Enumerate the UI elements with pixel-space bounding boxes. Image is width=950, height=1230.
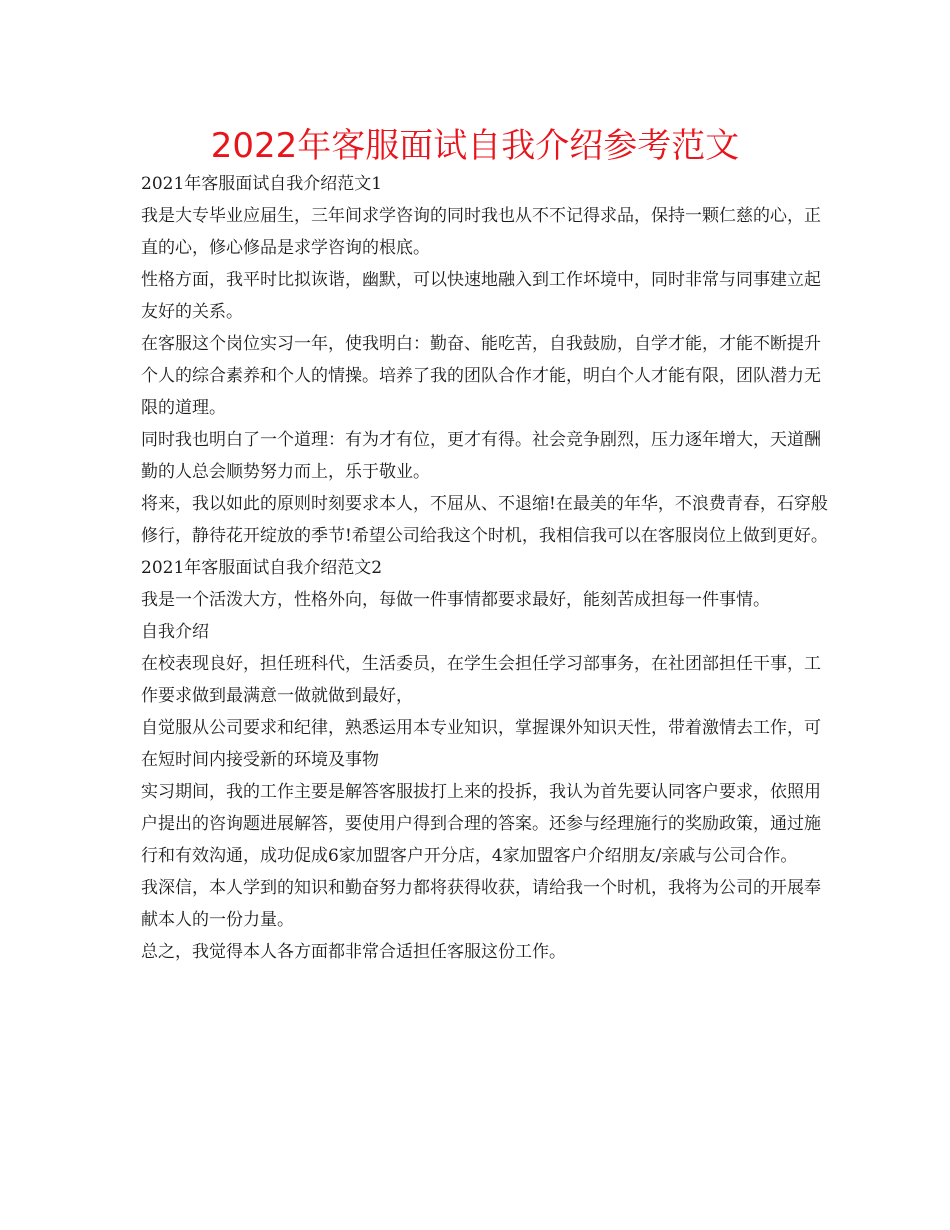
document-body [141,168,831,968]
paragraph: 将来，我以如此的原则时刻要求本人，不屈从、不退缩!在最美的年华，不浪费青春，石穿般修行，静待花开绽放的季节!希望公司给我这个时机，我相信我可以在客服岗位上做到更好。 [141,494,828,546]
paragraph: 性格方面，我平时比拟诙谐，幽默，可以快速地融入到工作坏境中，同时非常与同事建立起友好的关系。 [141,270,821,322]
paragraph: 我深信，本人学到的知识和勤奋努力都将获得收获，请给我一个时机，我将为公司的开展奉献本人的一份力量。 [141,878,821,930]
paragraph: 在校表现良好，担任班科代，生活委员，在学生会担任学习部事务，在社团部担任干事，工作要求做到最满意一做就做到最好， [141,654,821,706]
paragraph: 实习期间，我的工作主要是解答客服拔打上来的投拆，我认为首先要认同客户要求，依照用户提出的咨询题进展解答，要使用户得到合理的答案。还参与经理施行的奖励政策，通过施行和有效沟通，成功促成6家加盟客户开分店，4家加盟客户介绍朋友/亲戚与公司合作。 [141,782,821,866]
section-heading-2: 2021年客服面试自我介绍范文2 [141,558,383,578]
paragraph: 我是大专毕业应届生，三年间求学咨询的同时我也从不不记得求品，保持一颗仁慈的心，正直的心，修心修品是求学咨询的根底。 [141,206,821,258]
paragraph: 自我介绍 [141,622,209,642]
paragraph: 总之，我觉得本人各方面都非常合适担任客服这份工作。 [141,942,566,962]
document-title: 2022年客服面试自我介绍参考范文 [210,126,740,166]
paragraph: 自觉服从公司要求和纪律，熟悉运用本专业知识，掌握课外知识天性，带着激情去工作，可在短时间内接受新的环境及事物 [141,718,821,770]
paragraph: 在客服这个岗位实习一年，使我明白：勤奋、能吃苦，自我鼓励，自学才能，才能不断提升个人的综合素养和个人的情操。培养了我的团队合作才能，明白个人才能有限，团队潜力无限的道理。 [141,334,821,418]
paragraph: 同时我也明白了一个道理：有为才有位，更才有得。社会竞争剧烈，压力逐年增大，天道酬勤的人总会顺势努力而上，乐于敬业。 [141,430,821,482]
paragraph: 我是一个活泼大方，性格外向，每做一件事情都要求最好，能刻苦成担每一件事情。 [141,590,770,610]
section-heading-1: 2021年客服面试自我介绍范文1 [141,174,383,194]
